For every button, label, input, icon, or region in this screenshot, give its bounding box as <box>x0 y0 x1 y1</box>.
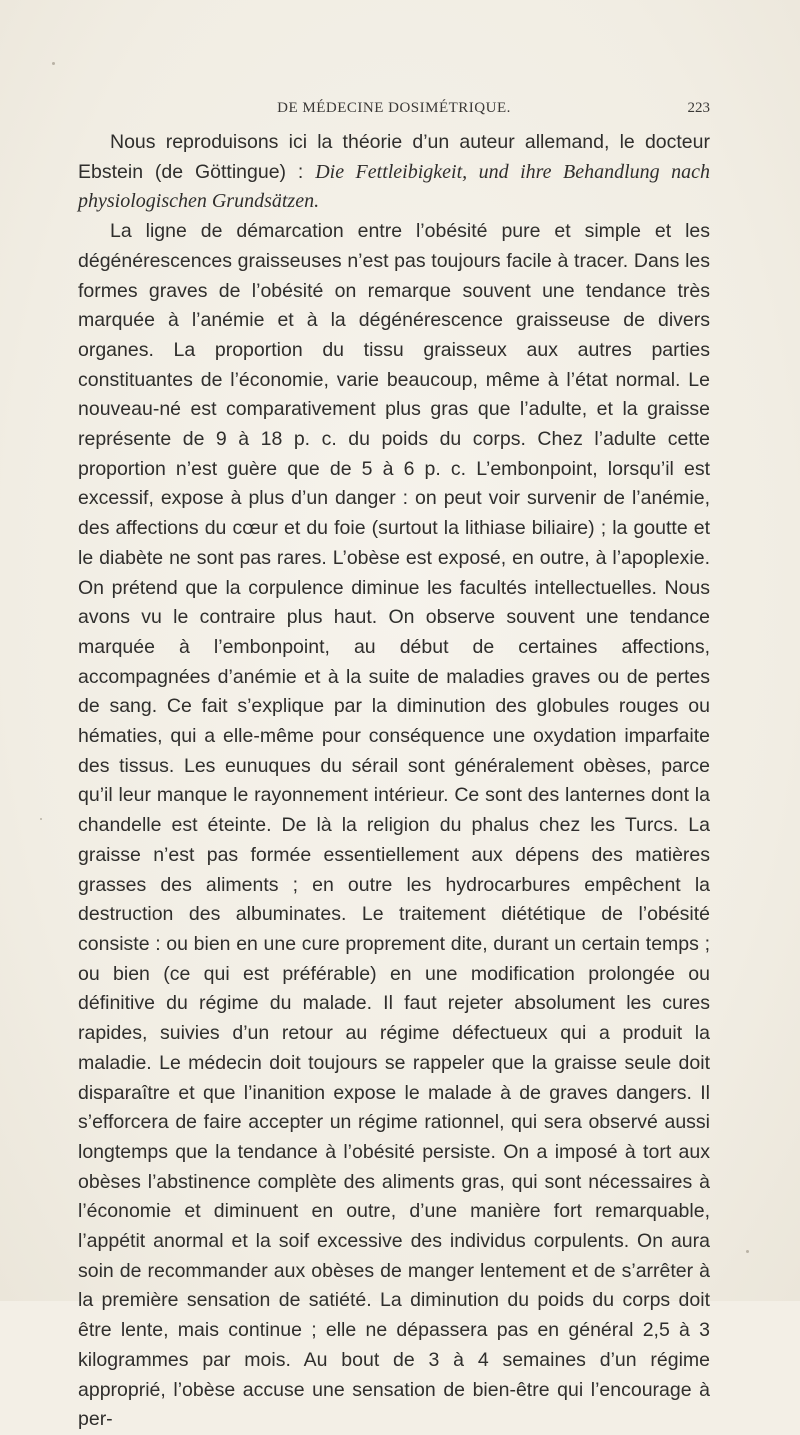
paper-speck <box>746 1250 749 1253</box>
intro-text: Nous reproduisons ici la théorie d’un auteur allemand, le docteur Ebstein (de Göttingue) : <box>78 131 710 183</box>
paragraph-intro <box>78 128 710 217</box>
running-head <box>78 100 710 124</box>
body-text <box>78 128 710 1435</box>
paper-speck <box>52 62 55 65</box>
paragraph-main: La ligne de démarcation entre l’obésité pure et simple et les dégénérescences graisseuses n’est pas toujours facile à tracer. Dans les formes graves de l’obésité on remarque souvent une tendance très marquée à l’anémie et à la dégénérescence graisseuse de divers organes. La proportion du tissu graisseux aux autres parties constituantes de l’économie, varie beaucoup, même à l’état normal. Le nouveau-né est comparativement plus gras que l’adulte, et la graisse représente de 9 à 18 p. c. du poids du corps. Chez l’adulte cette proportion n’est guère que de 5 à 6 p. c. L’embonpoint, lorsqu’il est excessif, expose à plus d’un danger : on peut voir survenir de l’anémie, des affections du cœur et du foie (surtout la lithiase biliaire) ; la goutte et le diabète ne sont pas rares. L’obèse est exposé, en outre, à l’apoplexie. On prétend que la corpulence diminue les facultés intellectuelles. Nous avons vu le contraire plus haut. On observe souvent une tendance marquée à l’embonpoint, au début de certaines affections, accompagnées d’anémie et à la suite de maladies graves ou de pertes de sang. Ce fait s’explique par la diminution des globules rouges ou hématies, qui a elle-même pour conséquence une oxydation imparfaite des tissus. Les eunuques du sérail sont généralement obèses, parce qu’il leur manque le rayonnement intérieur. Ce sont des lanternes dont la chandelle est éteinte. De là la religion du phalus chez les Turcs. La graisse n’est pas formée essentiellement aux dépens des matières grasses des aliments ; en outre les hydrocarbures empêchent la destruction des albuminates. Le traitement diététique de l’obésité consiste : ou bien en une cure proprement dite, durant un certain temps ; ou bien (ce qui est préférable) en une modification prolongée ou définitive du régime du malade. Il faut rejeter absolument les cures rapides, suivies d’un retour au régime défectueux qui a produit la maladie. Le médecin doit toujours se rappeler que la graisse seule doit disparaître et que l’inanition expose le malade à de graves dangers. Il s’efforcera de faire accepter un régime rationnel, qui sera observé aussi longtemps que la tendance à l’obésité persiste. On a imposé à tort aux obèses l’abstinence complète des aliments gras, qui sont nécessaires à l’économie et diminuent en outre, d’une manière fort remarquable, l’appétit anormal et la soif excessive des individus corpulents. On aura soin de recommander aux obèses de manger lentement et de s’arrêter à la première sensation de satiété. La diminution du poids du corps doit être lente, mais continue ; elle ne dépassera pas en général 2,5 à 3 kilogrammes par mois. Au bout de 3 à 4 semaines d’un régime approprié, l’obèse accuse une sensation de bien-être qui l’encourage à per- <box>78 220 710 1431</box>
book-title: Die Fettleibigkeit, und ihre Behandlung nach physiologischen Grundsätzen. <box>78 160 710 213</box>
page-number: 223 <box>687 100 710 116</box>
paper-speck <box>40 818 42 820</box>
running-title: DE MÉDECINE DOSIMÉTRIQUE. <box>277 100 511 116</box>
